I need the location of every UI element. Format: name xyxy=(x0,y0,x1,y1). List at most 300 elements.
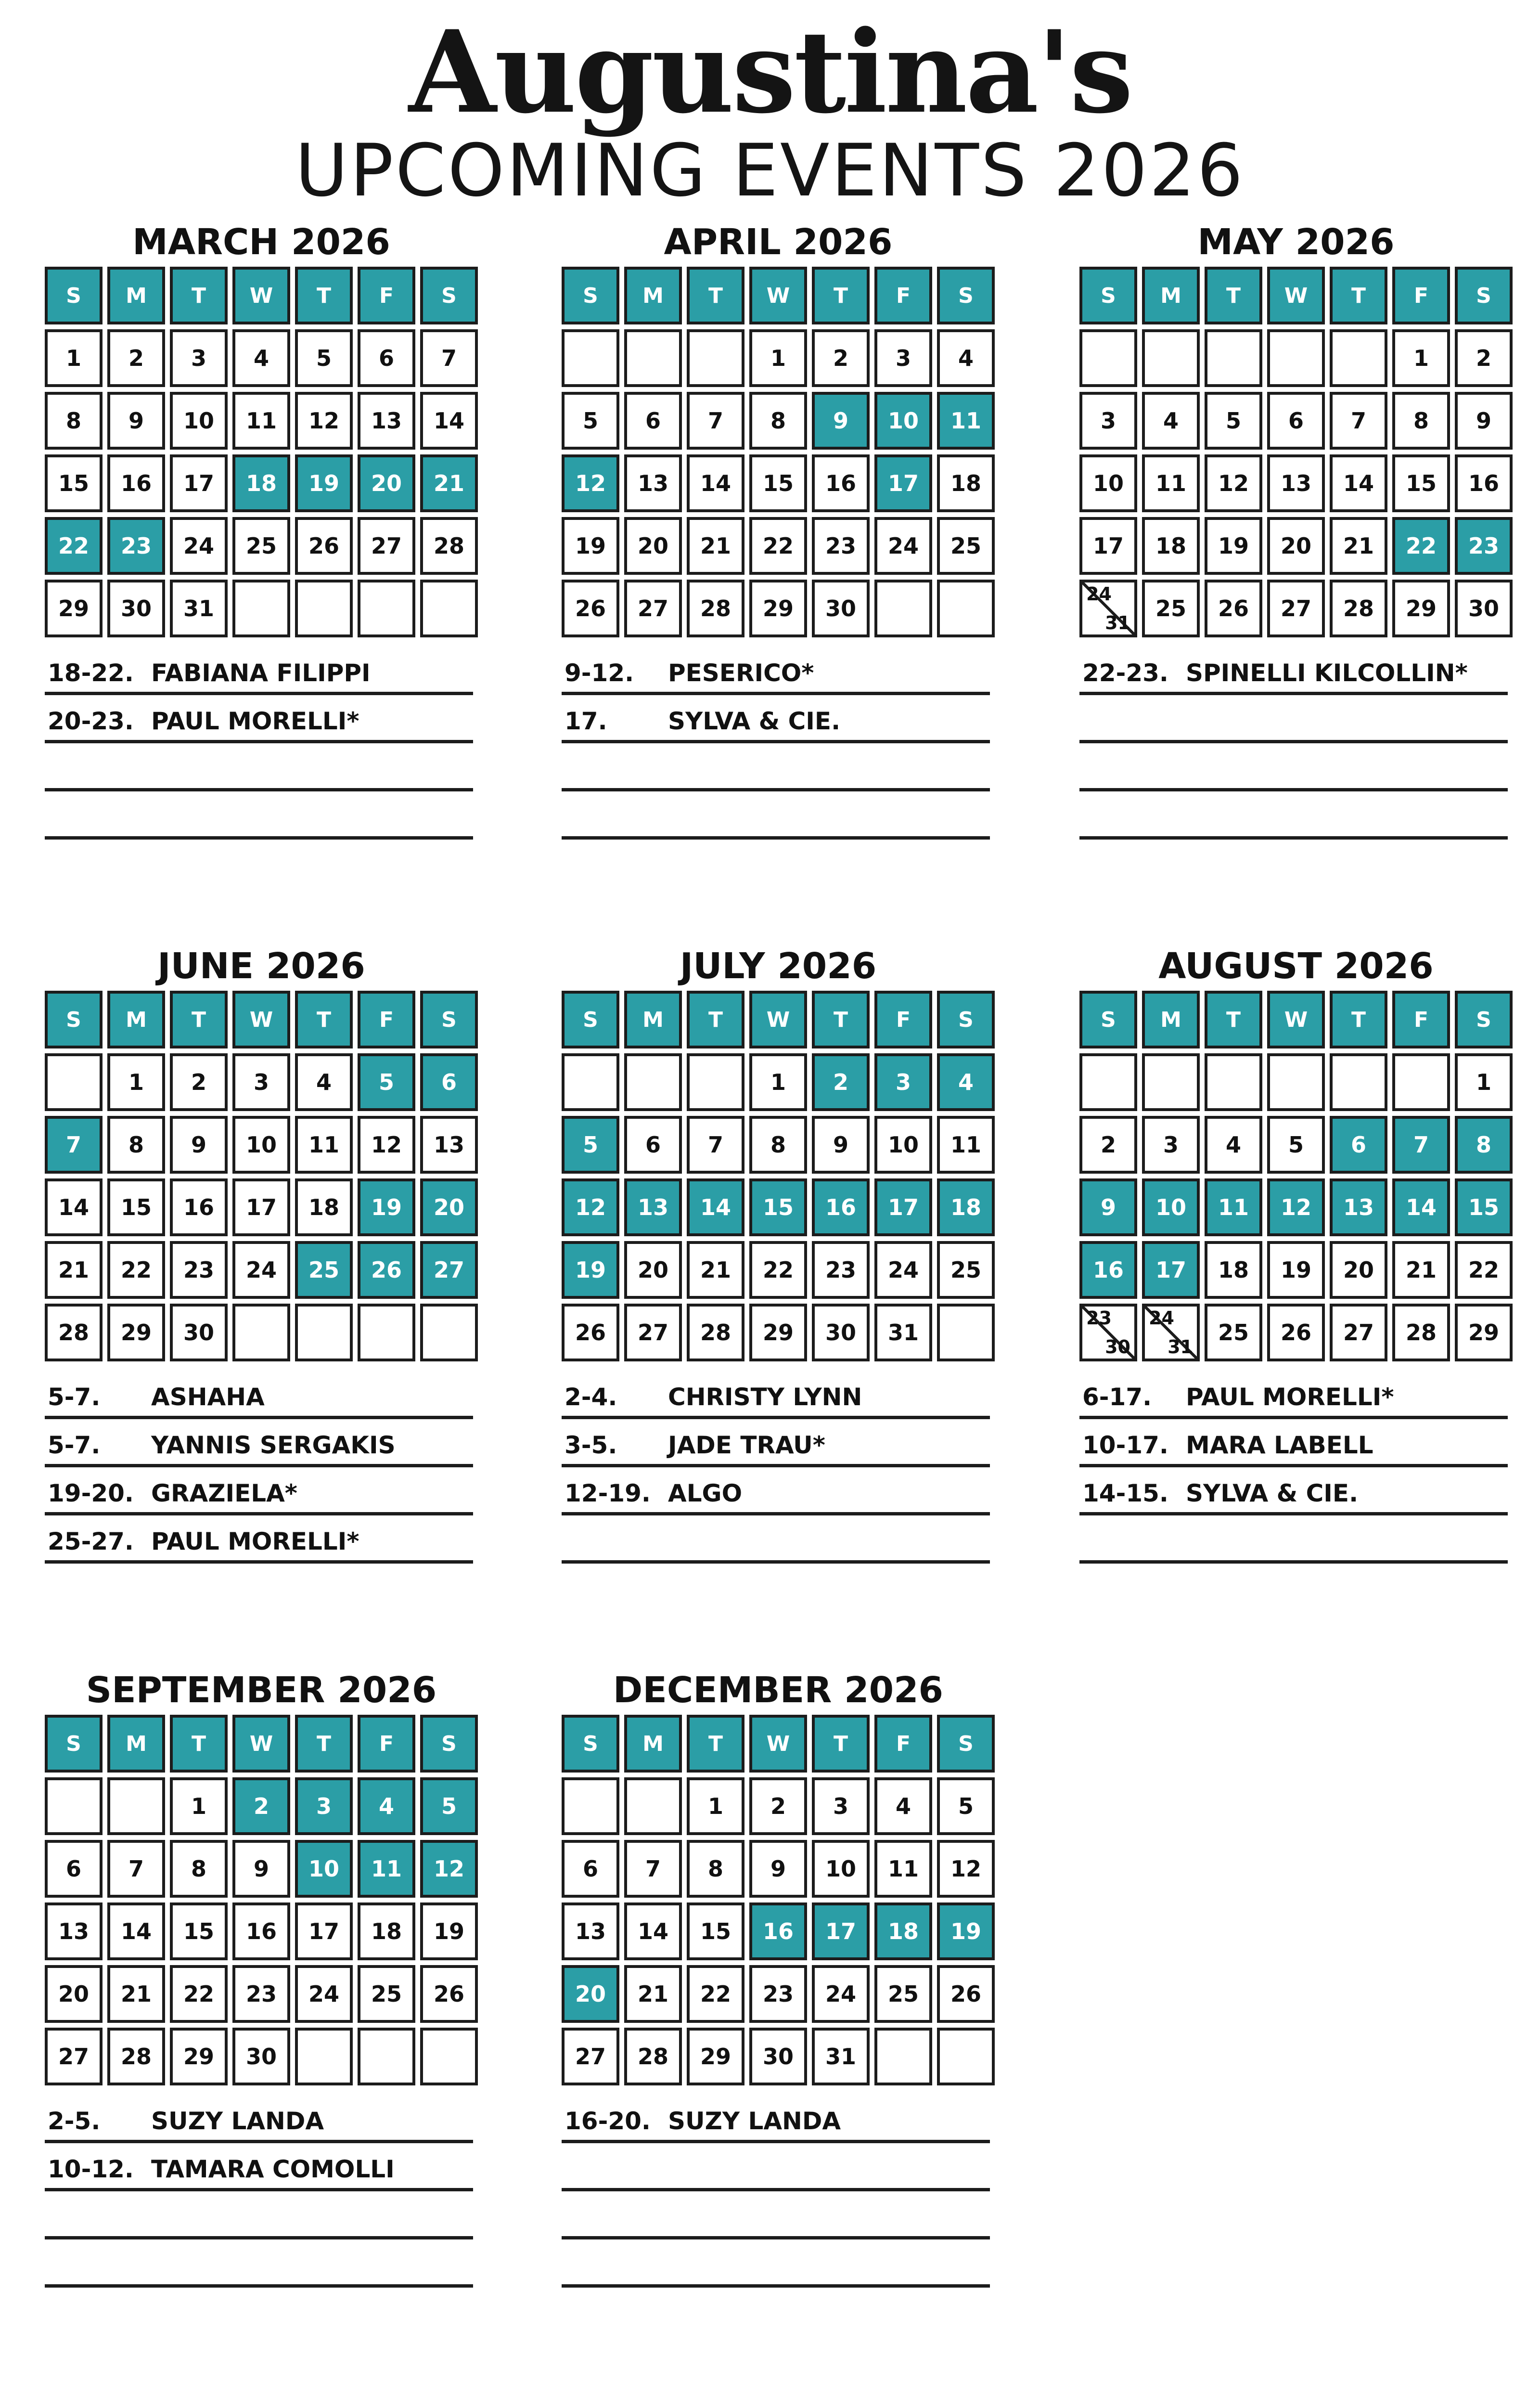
event-name: PAUL MORELLI* xyxy=(151,1527,359,1555)
event-name: ASHAHA xyxy=(151,1383,265,1411)
day-cell: 29 xyxy=(749,1304,807,1361)
day-number: 30 xyxy=(1105,1336,1130,1358)
day-cell: 10 xyxy=(170,392,228,450)
day-cell: 23 xyxy=(749,1965,807,2023)
day-cell: 29 xyxy=(107,1304,165,1361)
day-cell: 15 xyxy=(1455,1178,1513,1236)
weekday-header: F xyxy=(1392,991,1450,1048)
event-dates: 17. xyxy=(565,707,607,735)
day-cell-empty xyxy=(624,329,682,387)
day-cell: 10 xyxy=(874,392,932,450)
day-cell: 7 xyxy=(624,1840,682,1898)
day-cell: 25 xyxy=(358,1965,415,2023)
day-cell: 11 xyxy=(937,1116,995,1174)
day-cell-empty xyxy=(562,1777,619,1835)
day-cell: 5 xyxy=(295,329,353,387)
calendar-august xyxy=(1079,945,1513,1564)
day-cell: 28 xyxy=(45,1304,103,1361)
day-cell: 13 xyxy=(624,1178,682,1236)
day-cell: 23 xyxy=(1455,517,1513,575)
day-cell: 15 xyxy=(45,454,103,512)
day-cell: 23 xyxy=(232,1965,290,2023)
day-cell: 18 xyxy=(1142,517,1200,575)
event-line xyxy=(45,2239,473,2288)
day-cell: 12 xyxy=(295,392,353,450)
month-title: JULY 2026 xyxy=(680,945,877,987)
event-dates: 14-15. xyxy=(1082,1479,1168,1507)
event-dates: 3-5. xyxy=(565,1431,617,1459)
day-cell: 3 xyxy=(1079,392,1137,450)
weekday-header: S xyxy=(420,1715,478,1773)
event-line xyxy=(45,2191,473,2239)
weekday-header: W xyxy=(232,991,290,1048)
day-cell: 9 xyxy=(1455,392,1513,450)
weekday-header: S xyxy=(562,267,619,324)
day-cell: 7 xyxy=(107,1840,165,1898)
day-cell: 20 xyxy=(1330,1241,1387,1299)
day-cell: 16 xyxy=(1455,454,1513,512)
day-cell: 29 xyxy=(1392,580,1450,637)
weekday-header: F xyxy=(358,1715,415,1773)
day-cell: 16 xyxy=(170,1178,228,1236)
event-line xyxy=(45,1515,473,1564)
day-cell: 22 xyxy=(1392,517,1450,575)
day-cell: 17 xyxy=(1079,517,1137,575)
day-cell: 20 xyxy=(420,1178,478,1236)
day-cell: 3 xyxy=(170,329,228,387)
day-cell: 25 xyxy=(937,517,995,575)
day-cell: 19 xyxy=(562,517,619,575)
weekday-header: M xyxy=(624,267,682,324)
day-cell: 1 xyxy=(170,1777,228,1835)
day-cell: 9 xyxy=(1079,1178,1137,1236)
weekday-header: T xyxy=(295,267,353,324)
event-line xyxy=(562,791,990,840)
day-cell-empty xyxy=(1079,1053,1137,1111)
day-cell: 9 xyxy=(170,1116,228,1174)
event-list xyxy=(45,1371,473,1564)
day-cell: 27 xyxy=(1330,1304,1387,1361)
event-line xyxy=(562,2239,990,2288)
weekday-header: W xyxy=(232,267,290,324)
day-cell: 31 xyxy=(874,1304,932,1361)
event-list xyxy=(1079,1371,1508,1564)
event-dates: 20-23. xyxy=(48,707,134,735)
day-cell: 28 xyxy=(687,580,744,637)
day-cell: 17 xyxy=(232,1178,290,1236)
day-cell-empty xyxy=(687,1053,744,1111)
event-list xyxy=(562,2095,990,2288)
weekday-header: T xyxy=(1330,267,1387,324)
day-cell: 11 xyxy=(358,1840,415,1898)
day-cell: 7 xyxy=(1330,392,1387,450)
weekday-header: W xyxy=(1267,267,1325,324)
day-cell: 16 xyxy=(812,1178,870,1236)
day-cell: 22 xyxy=(170,1965,228,2023)
day-cell: 14 xyxy=(687,454,744,512)
weekday-header: M xyxy=(624,1715,682,1773)
event-line xyxy=(1079,743,1508,791)
event-line xyxy=(562,2143,990,2191)
day-cell: 11 xyxy=(1142,454,1200,512)
day-cell: 30 xyxy=(812,1304,870,1361)
weekday-header: M xyxy=(1142,991,1200,1048)
event-line xyxy=(562,2095,990,2143)
event-dates: 2-5. xyxy=(48,2107,101,2135)
day-cell: 8 xyxy=(1455,1116,1513,1174)
day-cell: 31 xyxy=(812,2028,870,2085)
day-cell: 18 xyxy=(937,1178,995,1236)
weekday-header: W xyxy=(749,991,807,1048)
day-cell: 15 xyxy=(749,454,807,512)
day-cell: 3 xyxy=(874,1053,932,1111)
weekday-header: T xyxy=(812,1715,870,1773)
day-cell: 20 xyxy=(562,1965,619,2023)
day-cell-empty xyxy=(295,580,353,637)
day-cell: 7 xyxy=(687,1116,744,1174)
day-cell: 8 xyxy=(170,1840,228,1898)
day-cell: 11 xyxy=(937,392,995,450)
day-cell: 27 xyxy=(358,517,415,575)
day-cell-empty xyxy=(937,2028,995,2085)
day-cell: 2 xyxy=(749,1777,807,1835)
day-cell: 27 xyxy=(624,1304,682,1361)
day-cell: 18 xyxy=(1205,1241,1262,1299)
event-name: FABIANA FILIPPI xyxy=(151,659,371,687)
event-name: TAMARA COMOLLI xyxy=(151,2155,395,2183)
event-line xyxy=(45,2143,473,2191)
day-cell: 9 xyxy=(107,392,165,450)
day-cell-empty xyxy=(232,580,290,637)
event-line xyxy=(562,743,990,791)
day-cell: 10 xyxy=(232,1116,290,1174)
event-line xyxy=(45,1419,473,1467)
calendar-march xyxy=(45,220,478,840)
day-cell: 28 xyxy=(687,1304,744,1361)
day-cell: 19 xyxy=(937,1902,995,1960)
weekday-header: F xyxy=(358,991,415,1048)
day-cell: 5 xyxy=(937,1777,995,1835)
day-cell-empty xyxy=(1142,329,1200,387)
day-cell: 2 xyxy=(1079,1116,1137,1174)
event-list xyxy=(562,647,990,840)
day-cell: 30 xyxy=(232,2028,290,2085)
event-dates: 16-20. xyxy=(565,2107,651,2135)
day-cell: 16 xyxy=(232,1902,290,1960)
event-name: CHRISTY LYNN xyxy=(668,1383,862,1411)
weekday-header: S xyxy=(1079,267,1137,324)
day-cell: 15 xyxy=(170,1902,228,1960)
weekday-header: S xyxy=(45,991,103,1048)
day-cell: 13 xyxy=(1330,1178,1387,1236)
day-cell: 4 xyxy=(232,329,290,387)
day-cell: 13 xyxy=(624,454,682,512)
event-name: MARA LABELL xyxy=(1186,1431,1373,1459)
weekday-header: M xyxy=(107,267,165,324)
calendar-grid xyxy=(562,267,995,637)
calendar-june xyxy=(45,945,478,1564)
event-dates: 5-7. xyxy=(48,1431,101,1459)
day-cell: 17 xyxy=(874,454,932,512)
event-line xyxy=(45,695,473,743)
weekday-header: F xyxy=(874,991,932,1048)
day-cell-empty xyxy=(1079,329,1137,387)
day-cell: 17 xyxy=(1142,1241,1200,1299)
day-cell-empty xyxy=(1392,1053,1450,1111)
event-list xyxy=(45,647,473,840)
day-cell: 6 xyxy=(624,392,682,450)
day-cell: 28 xyxy=(420,517,478,575)
day-cell: 19 xyxy=(295,454,353,512)
event-dates: 10-12. xyxy=(48,2155,134,2183)
day-cell-empty xyxy=(1267,1053,1325,1111)
event-line xyxy=(1079,1467,1508,1515)
day-cell: 20 xyxy=(1267,517,1325,575)
day-cell: 7 xyxy=(1392,1116,1450,1174)
day-cell: 30 xyxy=(749,2028,807,2085)
weekday-header: S xyxy=(937,267,995,324)
day-cell: 15 xyxy=(107,1178,165,1236)
calendar-grid xyxy=(45,991,478,1361)
day-cell: 25 xyxy=(295,1241,353,1299)
day-cell-empty xyxy=(1205,1053,1262,1111)
day-cell: 10 xyxy=(874,1116,932,1174)
day-cell: 21 xyxy=(1330,517,1387,575)
page-title: UPCOMING EVENTS 2026 xyxy=(295,129,1245,213)
day-cell: 8 xyxy=(749,1116,807,1174)
day-cell: 25 xyxy=(232,517,290,575)
day-number: 31 xyxy=(1168,1336,1193,1358)
event-dates: 22-23. xyxy=(1082,659,1168,687)
day-cell: 25 xyxy=(937,1241,995,1299)
day-cell: 20 xyxy=(45,1965,103,2023)
day-cell: 29 xyxy=(170,2028,228,2085)
weekday-header: T xyxy=(295,1715,353,1773)
day-cell: 4 xyxy=(358,1777,415,1835)
day-cell: 29 xyxy=(1455,1304,1513,1361)
event-dates: 6-17. xyxy=(1082,1383,1152,1411)
weekday-header: M xyxy=(107,991,165,1048)
event-line xyxy=(1079,1419,1508,1467)
day-cell: 12 xyxy=(1205,454,1262,512)
day-cell: 12 xyxy=(562,454,619,512)
day-cell: 21 xyxy=(687,517,744,575)
day-cell: 1 xyxy=(107,1053,165,1111)
day-cell: 8 xyxy=(1392,392,1450,450)
day-cell-empty xyxy=(562,1053,619,1111)
event-name: SYLVA & CIE. xyxy=(668,707,841,735)
day-cell: 8 xyxy=(107,1116,165,1174)
event-list xyxy=(562,1371,990,1564)
day-cell: 14 xyxy=(1392,1178,1450,1236)
day-cell: 20 xyxy=(624,1241,682,1299)
weekday-header: W xyxy=(749,267,807,324)
event-dates: 2-4. xyxy=(565,1383,617,1411)
day-cell: 6 xyxy=(562,1840,619,1898)
day-cell: 24 xyxy=(874,517,932,575)
day-cell-empty xyxy=(1330,329,1387,387)
day-cell: 10 xyxy=(295,1840,353,1898)
day-cell: 20 xyxy=(624,517,682,575)
day-cell: 21 xyxy=(687,1241,744,1299)
day-cell: 14 xyxy=(107,1902,165,1960)
day-cell: 21 xyxy=(107,1965,165,2023)
event-name: ALGO xyxy=(668,1479,743,1507)
day-cell: 12 xyxy=(1267,1178,1325,1236)
day-cell: 23 xyxy=(812,517,870,575)
calendar-may xyxy=(1079,220,1513,840)
weekday-header: F xyxy=(874,267,932,324)
day-cell: 6 xyxy=(358,329,415,387)
event-name: PESERICO* xyxy=(668,659,814,687)
day-cell-empty xyxy=(358,1304,415,1361)
day-cell: 1 xyxy=(45,329,103,387)
day-cell: 2 xyxy=(170,1053,228,1111)
event-name: SUZY LANDA xyxy=(151,2107,324,2135)
event-name: SPINELLI KILCOLLIN* xyxy=(1186,659,1468,687)
day-cell: 23 xyxy=(812,1241,870,1299)
event-line xyxy=(562,1467,990,1515)
calendar-april xyxy=(562,220,995,840)
event-name: YANNIS SERGAKIS xyxy=(151,1431,396,1459)
event-line xyxy=(1079,1515,1508,1564)
day-cell: 10 xyxy=(1079,454,1137,512)
day-cell: 7 xyxy=(45,1116,103,1174)
day-cell: 17 xyxy=(874,1178,932,1236)
day-cell: 7 xyxy=(420,329,478,387)
day-cell: 12 xyxy=(562,1178,619,1236)
weekday-header: M xyxy=(107,1715,165,1773)
event-dates: 9-12. xyxy=(565,659,634,687)
day-cell: 26 xyxy=(562,580,619,637)
event-line xyxy=(562,2191,990,2239)
month-title: SEPTEMBER 2026 xyxy=(86,1669,437,1711)
weekday-header: S xyxy=(45,1715,103,1773)
day-cell: 14 xyxy=(624,1902,682,1960)
event-line xyxy=(1079,695,1508,743)
day-cell: 27 xyxy=(1267,580,1325,637)
weekday-header: W xyxy=(749,1715,807,1773)
day-cell: 9 xyxy=(812,392,870,450)
day-cell: 20 xyxy=(358,454,415,512)
day-cell-empty xyxy=(624,1777,682,1835)
day-cell: 24 xyxy=(232,1241,290,1299)
day-cell: 27 xyxy=(562,2028,619,2085)
day-cell: 3 xyxy=(812,1777,870,1835)
day-cell: 28 xyxy=(1330,580,1387,637)
day-cell: 1 xyxy=(749,329,807,387)
weekday-header: T xyxy=(687,991,744,1048)
calendar-grid xyxy=(45,1715,478,2085)
day-cell-empty xyxy=(358,2028,415,2085)
event-name: PAUL MORELLI* xyxy=(151,707,359,735)
event-line xyxy=(562,1371,990,1419)
day-cell: 4 xyxy=(295,1053,353,1111)
event-line xyxy=(45,647,473,695)
weekday-header: S xyxy=(45,267,103,324)
day-number: 24 xyxy=(1086,583,1112,605)
day-cell: 5 xyxy=(562,392,619,450)
event-dates: 12-19. xyxy=(565,1479,651,1507)
day-cell: 16 xyxy=(1079,1241,1137,1299)
weekday-header: S xyxy=(937,991,995,1048)
day-cell: 8 xyxy=(749,392,807,450)
month-title: MAY 2026 xyxy=(1197,221,1395,263)
day-cell: 11 xyxy=(1205,1178,1262,1236)
day-cell: 23 xyxy=(170,1241,228,1299)
day-cell: 1 xyxy=(687,1777,744,1835)
day-cell: 22 xyxy=(45,517,103,575)
weekday-header: T xyxy=(1205,991,1262,1048)
day-cell: 26 xyxy=(562,1304,619,1361)
day-cell-empty xyxy=(937,580,995,637)
day-cell: 12 xyxy=(358,1116,415,1174)
weekday-header: T xyxy=(170,1715,228,1773)
day-cell-empty xyxy=(1142,1053,1200,1111)
event-name: GRAZIELA* xyxy=(151,1479,297,1507)
day-cell: 6 xyxy=(45,1840,103,1898)
day-cell: 12 xyxy=(937,1840,995,1898)
calendar-july xyxy=(562,945,995,1564)
day-cell: 22 xyxy=(107,1241,165,1299)
day-cell: 26 xyxy=(358,1241,415,1299)
day-cell-empty xyxy=(937,1304,995,1361)
event-line xyxy=(562,647,990,695)
day-cell: 21 xyxy=(624,1965,682,2023)
day-cell: 24 xyxy=(874,1241,932,1299)
day-cell: 27 xyxy=(45,2028,103,2085)
day-cell: 5 xyxy=(420,1777,478,1835)
calendar-grid xyxy=(45,267,478,637)
day-cell-empty xyxy=(107,1777,165,1835)
day-cell: 5 xyxy=(358,1053,415,1111)
day-cell: 18 xyxy=(874,1902,932,1960)
event-line xyxy=(562,1515,990,1564)
day-cell: 17 xyxy=(295,1902,353,1960)
day-cell: 18 xyxy=(358,1902,415,1960)
day-cell-empty xyxy=(1205,329,1262,387)
day-cell: 13 xyxy=(420,1116,478,1174)
month-title: AUGUST 2026 xyxy=(1158,945,1434,987)
weekday-header: T xyxy=(170,267,228,324)
day-cell-empty xyxy=(45,1053,103,1111)
day-cell-split xyxy=(1079,580,1137,637)
weekday-header: T xyxy=(1205,267,1262,324)
day-cell: 15 xyxy=(1392,454,1450,512)
event-dates: 10-17. xyxy=(1082,1431,1168,1459)
day-cell: 26 xyxy=(295,517,353,575)
day-cell: 5 xyxy=(1205,392,1262,450)
calendar-grid xyxy=(1079,267,1513,637)
weekday-header: T xyxy=(687,267,744,324)
weekday-header: S xyxy=(420,267,478,324)
day-cell: 14 xyxy=(45,1178,103,1236)
day-cell-empty xyxy=(562,329,619,387)
day-cell: 16 xyxy=(749,1902,807,1960)
event-dates: 25-27. xyxy=(48,1527,134,1555)
event-line xyxy=(1079,1371,1508,1419)
day-cell: 22 xyxy=(1455,1241,1513,1299)
day-cell: 14 xyxy=(1330,454,1387,512)
month-title: JUNE 2026 xyxy=(157,945,365,987)
day-cell: 2 xyxy=(812,329,870,387)
weekday-header: S xyxy=(420,991,478,1048)
day-cell: 11 xyxy=(874,1840,932,1898)
weekday-header: S xyxy=(562,1715,619,1773)
day-cell: 13 xyxy=(358,392,415,450)
calendar-september xyxy=(45,1669,478,2288)
day-cell: 24 xyxy=(295,1965,353,2023)
